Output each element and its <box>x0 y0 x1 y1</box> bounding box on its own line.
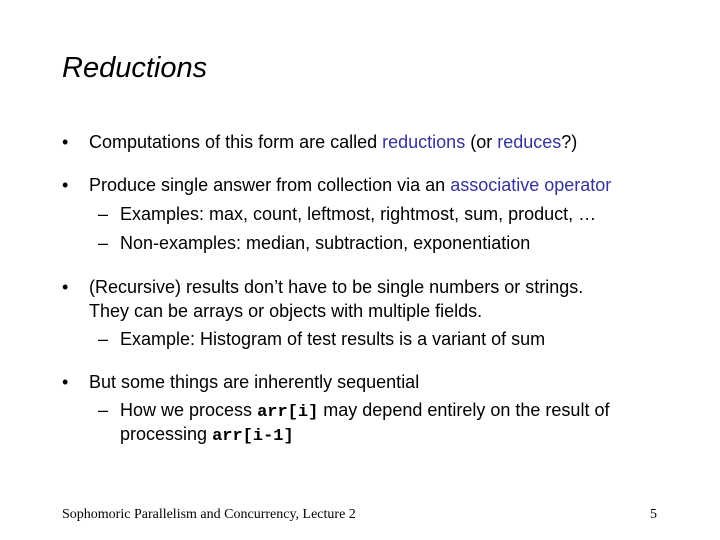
sub-bullet-marker: – <box>98 233 109 253</box>
sub-bullet-marker: – <box>98 400 109 420</box>
bullet-1-text: Computations of this form are called <box>89 132 383 152</box>
bullet-1-term-reductions: reductions <box>382 132 466 152</box>
bullet-4-sub-line-1 <box>120 399 609 424</box>
bullet-2-sub-1: Examples: max, count, leftmost, rightmost, sum, product, … <box>120 204 597 224</box>
bullet-4-sub-text: How we process <box>120 400 258 420</box>
bullet-4: But some things are inherently sequential <box>89 372 420 392</box>
bullet-2-text: Produce single answer from collection via an <box>89 175 451 195</box>
page-number: 5 <box>650 507 657 522</box>
bullet-marker: • <box>62 372 69 392</box>
slide-title: Reductions <box>62 52 208 84</box>
sub-bullet-marker: – <box>98 204 109 224</box>
bullet-3-line-2: They can be arrays or objects with multiple fields. <box>89 301 483 321</box>
bullet-marker: • <box>62 175 69 195</box>
bullet-2-sub-2: Non-examples: median, subtraction, exponentiation <box>120 233 531 253</box>
bullet-1-text-mid: (or <box>465 132 498 152</box>
bullet-3-sub-1: Example: Histogram of test results is a variant of sum <box>120 329 546 349</box>
code-arr-i: arr[i] <box>257 403 319 422</box>
bullet-4-sub-text-2: processing <box>120 424 213 444</box>
bullet-1-term-reduces: reduces <box>497 132 562 152</box>
bullet-4-sub-text-mid: may depend entirely on the result of <box>318 400 610 420</box>
footer-course-title: Sophomoric Parallelism and Concurrency, Lecture 2 <box>62 507 356 522</box>
bullet-1 <box>89 131 577 153</box>
sub-bullet-marker: – <box>98 329 109 349</box>
bullet-marker: • <box>62 132 69 152</box>
bullet-1-text-end: ?) <box>561 132 578 152</box>
bullet-4-sub-line-2 <box>120 423 294 448</box>
bullet-3-line-1: (Recursive) results don’t have to be single numbers or strings. <box>89 277 584 297</box>
bullet-2 <box>89 174 611 196</box>
code-arr-i-minus-1: arr[i-1] <box>212 427 294 446</box>
bullet-marker: • <box>62 277 69 297</box>
bullet-2-term-associative-operator: associative operator <box>450 175 612 195</box>
